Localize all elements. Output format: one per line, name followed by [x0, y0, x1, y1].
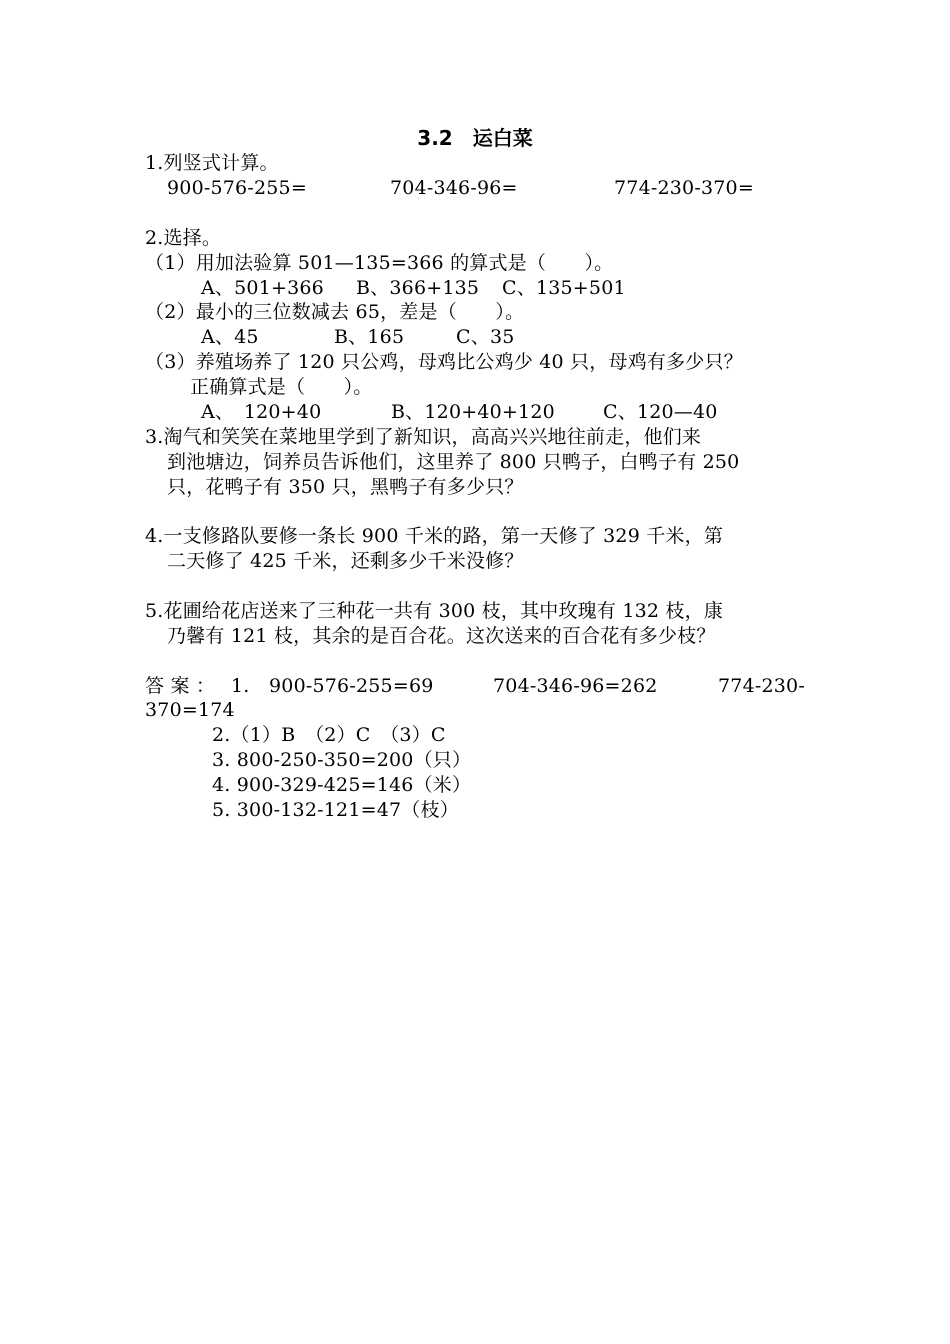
q2-sub1-option-c: C、135+501 [502, 277, 626, 299]
q4-line-1: 4.一支修路队要修一条长 900 千米的路，第一天修了 329 千米，第 [145, 525, 724, 547]
q3-line-3: 只，花鸭子有 350 只，黑鸭子有多少只？ [167, 476, 524, 498]
answer-5: 5. 300-132-121=47（枝） [212, 799, 459, 821]
q1-item-1: 900-576-255= [167, 177, 307, 199]
answer-1-item-3: 774-230- [718, 675, 805, 697]
q2-sub3-option-b: B、120+40+120 [391, 401, 555, 423]
q1-heading: 1.列竖式计算。 [145, 152, 279, 174]
q2-sub1-text: （1）用加法验算 501—135=366 的算式是（ ）。 [145, 252, 614, 274]
q2-sub1-option-b: B、366+135 [356, 277, 480, 299]
q3-line-1: 3.淘气和笑笑在菜地里学到了新知识，高高兴兴地往前走，他们来 [145, 426, 702, 448]
q2-sub2-option-c: C、35 [456, 326, 515, 348]
q2-sub2-option-b: B、165 [334, 326, 405, 348]
answer-1-prefix: 1. [231, 675, 250, 697]
q5-line-2: 乃馨有 121 枝，其余的是百合花。这次送来的百合花有多少枝？ [167, 625, 716, 647]
answers-label: 答 案 ： [145, 675, 216, 697]
q2-sub2-option-a: A、45 [201, 326, 259, 348]
q5-line-1: 5.花圃给花店送来了三种花一共有 300 枝，其中玫瑰有 132 枝，康 [145, 600, 724, 622]
page-title: 3.2 运白菜 [417, 126, 533, 150]
q2-sub3-text2: 正确算式是（ ）。 [190, 376, 373, 398]
q2-sub3-text: （3）养殖场养了 120 只公鸡，母鸡比公鸡少 40 只，母鸡有多少只？ [145, 351, 743, 373]
answer-3: 3. 800-250-350=200（只） [212, 749, 472, 771]
q3-line-2: 到池塘边，饲养员告诉他们，这里养了 800 只鸭子，白鸭子有 250 [167, 451, 740, 473]
q1-item-3: 774-230-370= [614, 177, 754, 199]
q2-heading: 2.选择。 [145, 227, 222, 249]
answer-2: 2.（1）B （2）C （3）C [212, 724, 446, 746]
answer-4: 4. 900-329-425=146（米） [212, 774, 472, 796]
answer-1-item-2: 704-346-96=262 [493, 675, 658, 697]
q2-sub3-option-a: A、 120+40 [201, 401, 322, 423]
answer-1-item-1: 900-576-255=69 [269, 675, 434, 697]
answer-1-continued: 370=174 [145, 699, 235, 721]
q4-line-2: 二天修了 425 千米，还剩多少千米没修？ [167, 550, 524, 572]
q2-sub2-text: （2）最小的三位数减去 65，差是（ ）。 [145, 301, 525, 323]
q2-sub3-option-c: C、120—40 [603, 401, 718, 423]
q2-sub1-option-a: A、501+366 [201, 277, 324, 299]
q1-item-2: 704-346-96= [390, 177, 518, 199]
